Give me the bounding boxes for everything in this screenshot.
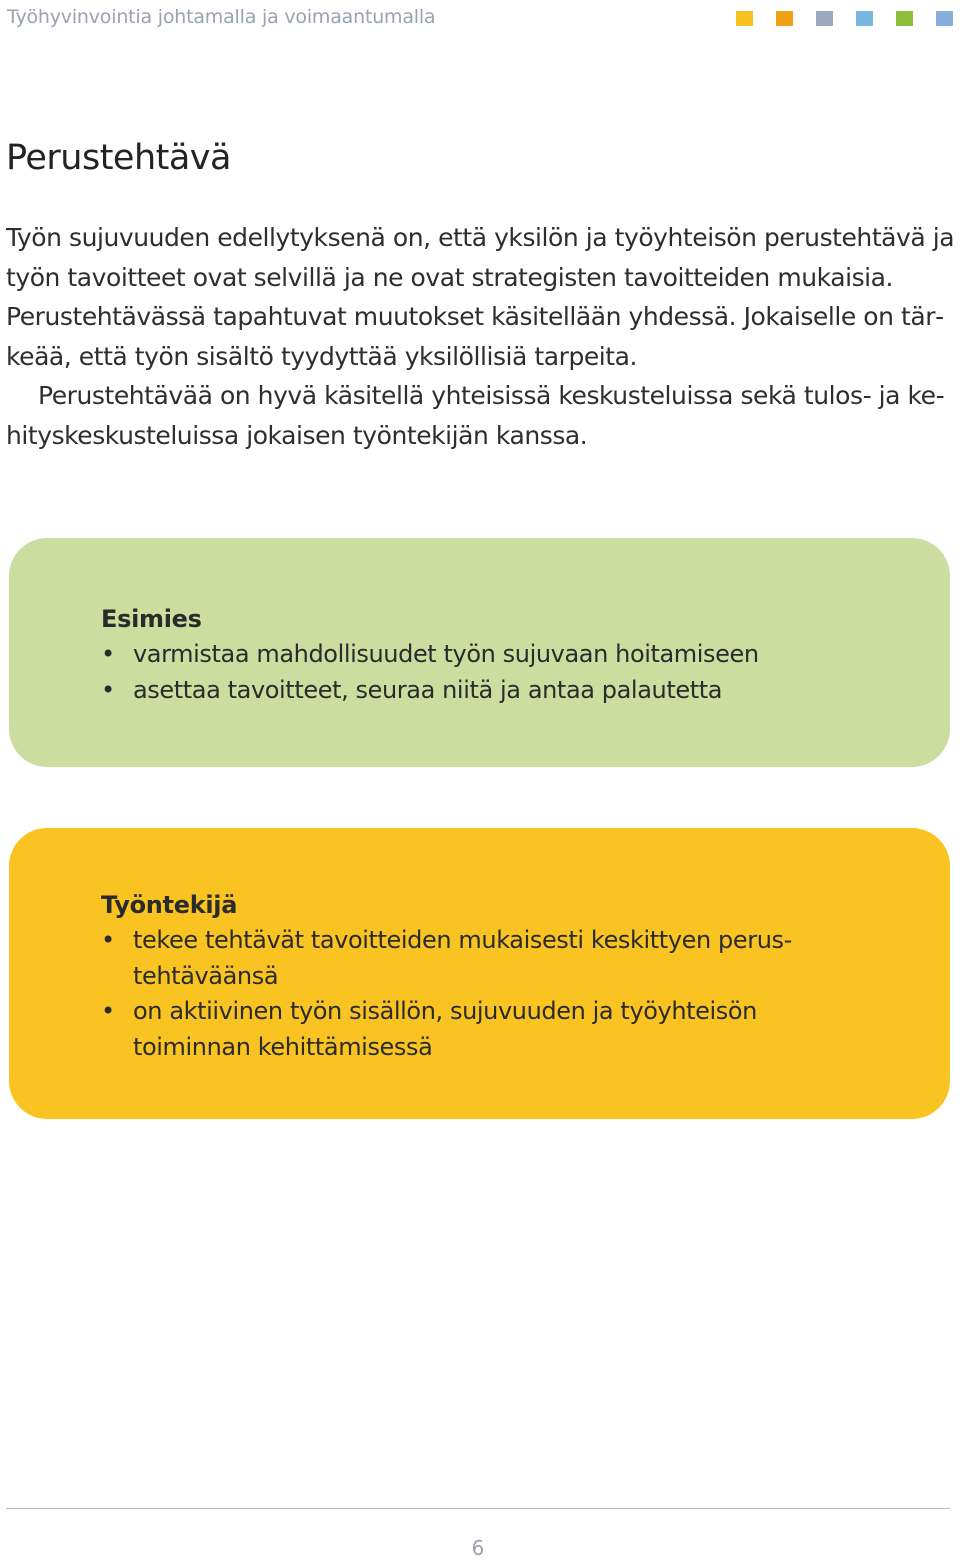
color-square-light-blue bbox=[856, 11, 873, 26]
list-item-text: tekee tehtävät tavoitteiden mukaisesti keskittyen perustehtäväänsä bbox=[133, 926, 793, 990]
paragraph-2: Perustehtävää on hyvä käsitellä yhteisissä keskusteluissa sekä tulos- ja kehityskeskusteluissa jokaisen työntekijän kanssa. bbox=[6, 381, 945, 450]
page-heading: Perustehtävä bbox=[6, 138, 231, 178]
list-item bbox=[101, 673, 821, 709]
body-text bbox=[6, 218, 956, 456]
color-square-orange bbox=[776, 11, 793, 26]
running-header-title: Työhyvinvointia johtamalla ja voimaantumalla bbox=[7, 6, 436, 28]
header-color-squares bbox=[736, 11, 953, 26]
color-square-green bbox=[896, 11, 913, 26]
tyontekija-box-title: Työntekijä bbox=[101, 891, 238, 919]
color-square-grey-blue bbox=[816, 11, 833, 26]
bullet: • bbox=[101, 675, 115, 704]
bullet: • bbox=[101, 640, 115, 668]
esimies-box-title: Esimies bbox=[101, 605, 202, 633]
color-square-blue bbox=[936, 11, 953, 26]
list-item bbox=[101, 923, 821, 994]
footer-divider bbox=[6, 1508, 950, 1509]
esimies-list bbox=[101, 637, 821, 708]
color-square-yellow bbox=[736, 11, 753, 26]
page-number: 6 bbox=[471, 1536, 485, 1560]
paragraph-1: Työn sujuvuuden edellytyksenä on, että yksilön ja työyhteisön perustehtävä ja työn tavoitteet ovat selvillä ja ne ovat strategisten tavoitteiden mukaisia. Perustehtävässä tapahtuvat muutokset käsitellään yhdessä. Jokaiselle on tärkeää, että työn sisältö tyydyttää yksilöllisiä tarpeita. bbox=[6, 223, 955, 371]
tyontekija-box bbox=[9, 828, 950, 1119]
list-item bbox=[101, 994, 821, 1065]
tyontekija-list bbox=[101, 923, 821, 1065]
list-item bbox=[101, 637, 821, 673]
esimies-box bbox=[9, 538, 950, 767]
bullet: • bbox=[101, 926, 115, 954]
list-item-text: on aktiivinen työn sisällön, sujuvuuden ja työyhteisön toiminnan kehittämisessä bbox=[133, 997, 757, 1061]
list-item-text: asettaa tavoitteet, seuraa niitä ja antaa palautetta bbox=[133, 675, 723, 704]
bullet: • bbox=[101, 997, 115, 1025]
list-item-text: varmistaa mahdollisuudet työn sujuvaan hoitamiseen bbox=[133, 640, 759, 668]
